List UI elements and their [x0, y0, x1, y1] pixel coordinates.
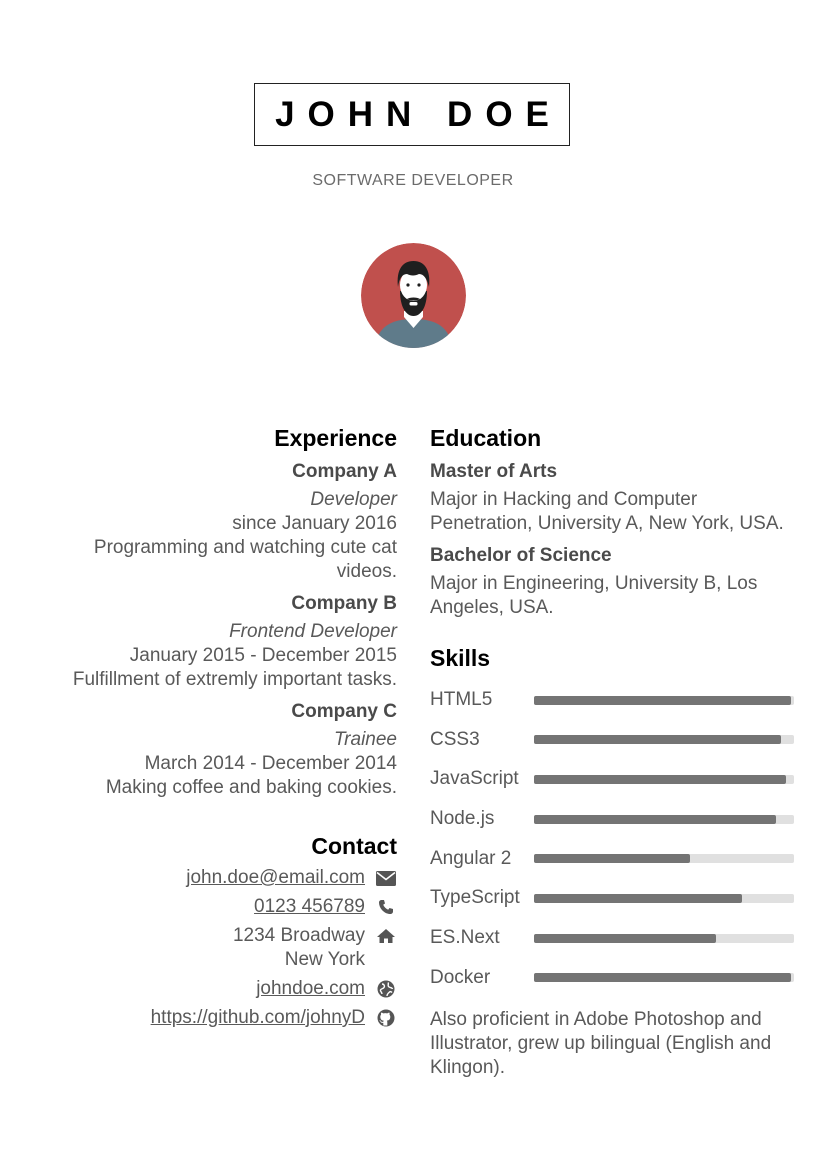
globe-icon: [375, 977, 397, 1001]
envelope-icon: [375, 866, 397, 890]
name-box: [254, 83, 570, 146]
skill-row: [430, 767, 796, 791]
degree-details: Major in Engineering, University B, Los Angeles, USA.: [430, 573, 758, 618]
skill-name: Docker: [430, 966, 491, 988]
skill-row: [430, 847, 796, 871]
contact-website: [30, 977, 397, 1001]
github-link[interactable]: https://github.com/johnyD: [150, 1007, 365, 1028]
company-name: Company A: [292, 461, 397, 482]
skill-bar-fill: [534, 775, 786, 784]
skills-note: Also proficient in Adobe Photoshop and Illustrator, grew up bilingual (English and Klingon).: [430, 1008, 772, 1078]
skill-bar-track: [534, 735, 794, 744]
job-role: Developer: [310, 489, 397, 510]
email-link[interactable]: john.doe@email.com: [186, 867, 365, 888]
user-avatar-icon: [361, 243, 466, 348]
contact-heading: Contact: [311, 833, 397, 859]
person-name: JOHN DOE: [275, 94, 562, 134]
job-title: SOFTWARE DEVELOPER: [312, 172, 514, 189]
experience-item: [30, 460, 397, 584]
address-line: 1234 Broadway: [232, 925, 365, 946]
phone-link[interactable]: 0123 456789: [254, 896, 365, 917]
contact-phone: [30, 895, 397, 919]
degree-title: Master of Arts: [430, 461, 558, 482]
education-item: [430, 544, 796, 620]
degree-details: Major in Hacking and Computer Penetration, University A, New York, USA.: [430, 489, 784, 534]
contact-address: [30, 924, 397, 972]
job-period: January 2015 - December 2015: [129, 645, 397, 666]
education-item: [430, 460, 796, 536]
skill-bar-track: [534, 894, 794, 903]
skill-row: [430, 966, 796, 990]
skill-row: [430, 807, 796, 831]
job-role: Trainee: [333, 729, 397, 750]
skills-list: [430, 688, 796, 990]
skills-heading: Skills: [430, 645, 491, 671]
contact-list: [30, 866, 397, 1030]
experience-item: [30, 592, 397, 692]
github-icon: [375, 1006, 397, 1030]
job-period: since January 2016: [232, 513, 397, 534]
contact-email: [30, 866, 397, 890]
skill-bar-track: [534, 854, 794, 863]
job-period: March 2014 - December 2014: [144, 753, 397, 774]
skill-row: [430, 926, 796, 950]
skill-bar-track: [534, 696, 794, 705]
skill-name: Angular 2: [430, 847, 512, 869]
skill-bar-track: [534, 973, 794, 982]
avatar: [361, 243, 466, 348]
job-role: Frontend Developer: [229, 621, 397, 642]
contact-github: [30, 1006, 397, 1030]
home-icon: [375, 924, 397, 948]
left-column: [30, 424, 397, 1035]
skill-bar-fill: [534, 696, 791, 705]
skill-bar-track: [534, 934, 794, 943]
skill-name: TypeScript: [430, 887, 520, 909]
skill-row: [430, 886, 796, 910]
skill-name: Node.js: [430, 808, 495, 830]
experience-heading: Experience: [274, 425, 397, 451]
skill-bar-fill: [534, 735, 781, 744]
skill-row: [430, 728, 796, 752]
degree-title: Bachelor of Science: [430, 545, 612, 566]
company-name: Company C: [291, 701, 397, 722]
education-heading: Education: [430, 425, 542, 451]
skill-bar-fill: [534, 934, 716, 943]
job-description: Programming and watching cute cat videos.: [93, 537, 397, 582]
job-description: Making coffee and baking cookies.: [105, 777, 397, 798]
skill-bar-track: [534, 775, 794, 784]
phone-icon: [375, 895, 397, 919]
skill-bar-fill: [534, 973, 791, 982]
right-column: [430, 424, 796, 1080]
skill-bar-fill: [534, 894, 742, 903]
job-description: Fulfillment of extremly important tasks.: [72, 669, 397, 690]
skill-bar-fill: [534, 815, 776, 824]
skill-name: CSS3: [430, 728, 480, 750]
skill-name: HTML5: [430, 689, 493, 710]
address-line: New York: [284, 949, 365, 970]
skill-row: [430, 688, 796, 712]
skill-bar-track: [534, 815, 794, 824]
company-name: Company B: [291, 593, 397, 614]
experience-item: [30, 700, 397, 800]
skill-name: ES.Next: [430, 927, 500, 949]
skill-name: JavaScript: [430, 768, 519, 790]
website-link[interactable]: johndoe.com: [256, 978, 365, 999]
skill-bar-fill: [534, 854, 690, 863]
